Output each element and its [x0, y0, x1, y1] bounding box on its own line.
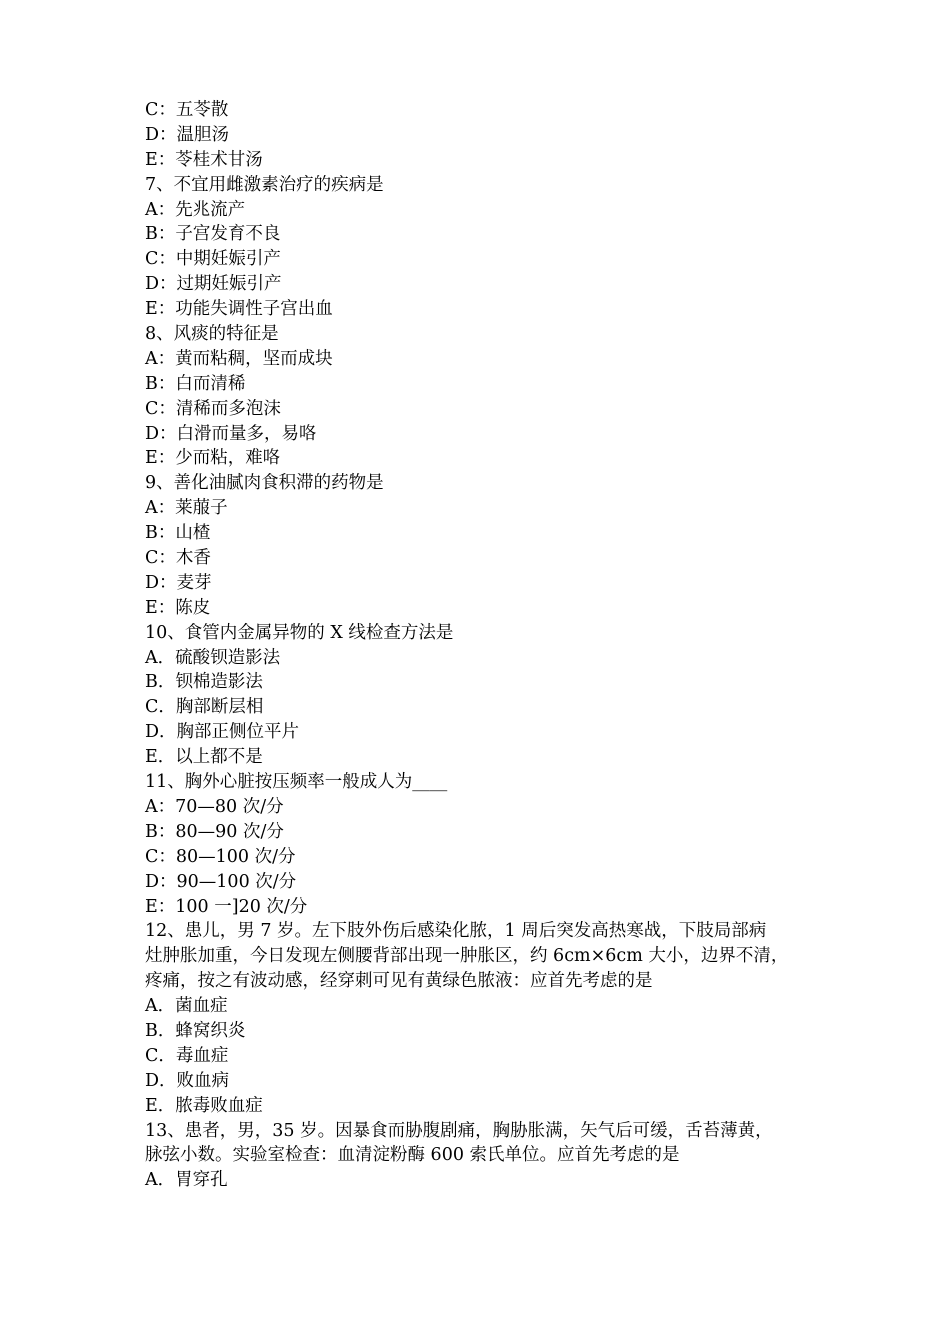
option-line: A：先兆流产 — [145, 199, 246, 220]
option-line: C：80—100 次/分 — [145, 846, 296, 867]
document-page — [145, 98, 810, 1193]
question-line: 8、风痰的特征是 — [145, 324, 279, 345]
option-line: C．毒血症 — [145, 1045, 229, 1066]
option-line: C：清稀而多泡沫 — [145, 398, 281, 419]
question-line: 12、患儿，男 7 岁。左下肢外伤后感染化脓，1 周后突发高热寒战，下肢局部病 — [145, 921, 767, 942]
option-line: D：麦芽 — [145, 572, 212, 593]
option-line: B：山楂 — [145, 523, 211, 544]
option-line: B：白而清稀 — [145, 373, 246, 394]
option-line: A．胃穿孔 — [145, 1170, 228, 1191]
question-line: 灶肿胀加重，今日发现左侧腰背部出现一肿胀区，约 6cm×6cm 大小，边界不清， — [145, 946, 789, 967]
question-line: 10、食管内金属异物的 X 线检查方法是 — [145, 622, 454, 643]
option-line: E．脓毒败血症 — [145, 1095, 263, 1116]
option-line: B：子宫发育不良 — [145, 224, 281, 245]
option-line: D．胸部正侧位平片 — [145, 722, 300, 743]
option-line: D：90—100 次/分 — [145, 871, 297, 892]
option-line: E：100 一]20 次/分 — [145, 896, 308, 917]
option-line: E：少而粘，难咯 — [145, 448, 281, 469]
option-line: D：过期妊娠引产 — [145, 274, 282, 295]
option-line: B：80—90 次/分 — [145, 821, 284, 842]
option-line: A：黄而粘稠，坚而成块 — [145, 348, 333, 369]
option-line: C：中期妊娠引产 — [145, 249, 281, 270]
question-line: 7、不宜用雌激素治疗的疾病是 — [145, 174, 384, 195]
question-line: 11、胸外心脏按压频率一般成人为____ — [145, 772, 448, 793]
option-line: C：五苓散 — [145, 100, 229, 120]
option-line: D：温胆汤 — [145, 124, 230, 145]
option-line: A．菌血症 — [145, 996, 228, 1017]
question-line: 9、善化油腻肉食积滞的药物是 — [145, 473, 384, 494]
question-line: 13、患者，男，35 岁。因暴食而胁腹剧痛，胸胁胀满，矢气后可缓，舌苔薄黄， — [145, 1120, 773, 1141]
option-line: E：陈皮 — [145, 597, 211, 618]
option-line: D．败血病 — [145, 1070, 230, 1091]
question-line: 脉弦小数。实验室检查：血清淀粉酶 600 索氏单位。应首先考虑的是 — [145, 1145, 680, 1166]
question-line: 疼痛，按之有波动感，经穿刺可见有黄绿色脓液：应首先考虑的是 — [145, 971, 653, 992]
option-line: A．硫酸钡造影法 — [145, 647, 281, 668]
option-line: A：70—80 次/分 — [145, 796, 284, 817]
option-line: A：莱菔子 — [145, 498, 228, 519]
option-line: E：苓桂术甘汤 — [145, 149, 263, 170]
option-line: D：白滑而量多，易咯 — [145, 423, 317, 444]
option-line: B．蜂窝织炎 — [145, 1020, 246, 1041]
option-line: E．以上都不是 — [145, 747, 263, 768]
option-line: E：功能失调性子宫出血 — [145, 299, 333, 320]
option-line: B．钡棉造影法 — [145, 672, 263, 693]
option-line: C：木香 — [145, 548, 211, 569]
option-line: C．胸部断层相 — [145, 697, 264, 718]
